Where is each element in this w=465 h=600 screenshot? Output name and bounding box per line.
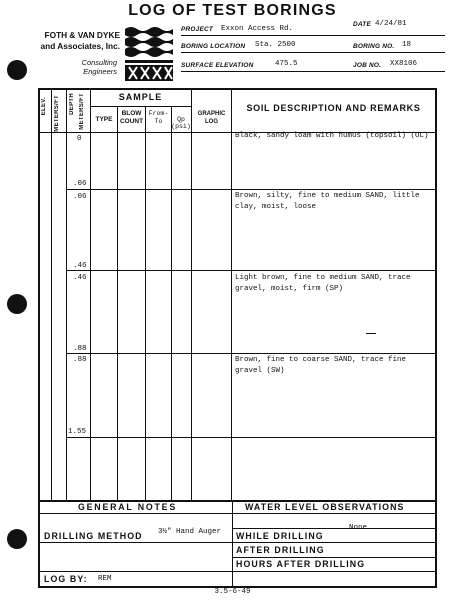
layer-3-top-depth: .46 [73, 274, 87, 282]
date-value: 4/24/81 [375, 20, 407, 28]
company-line-3: Consulting [81, 58, 117, 67]
binder-hole-top [7, 60, 27, 80]
layer-1-top-depth: 0 [77, 135, 82, 143]
depth-meters-ft-header: METERS/FT [79, 93, 85, 130]
sample-header: SAMPLE [118, 92, 163, 102]
boring-location-value: Sta. 2500 [255, 41, 296, 49]
surface-elevation-value: 475.5 [275, 60, 298, 68]
drilling-method-label: DRILLING METHOD [44, 531, 143, 541]
company-line-2: and Associates, Inc. [40, 41, 120, 51]
depth-header: DEPTH [69, 93, 75, 115]
water-level-header: WATER LEVEL OBSERVATIONS [245, 502, 405, 512]
boring-location-label: BORING LOCATION [181, 43, 246, 50]
meters-ft-header: METERS/FT [54, 95, 60, 132]
surface-elevation-label: SURFACE ELEVATION [181, 62, 254, 69]
layer-3-description: Light brown, fine to medium SAND, trace gravel, moist, firm (SP) [235, 274, 411, 293]
layer-2-description: Brown, silty, fine to medium SAND, little clay, moist, loose [235, 192, 420, 211]
stray-mark [366, 333, 376, 334]
company-name [30, 30, 120, 52]
general-notes-header: GENERAL NOTES [78, 502, 177, 512]
log-by-value: REM [98, 575, 112, 583]
binder-hole-bottom [7, 529, 27, 549]
layer-4-top-depth: .88 [73, 356, 87, 364]
binder-hole-middle [7, 294, 27, 314]
page-title: LOG OF TEST BORINGS [128, 2, 337, 19]
layer-1-description: Black, sandy loam with humus (topsoil) (OL) [235, 132, 429, 140]
project-label: PROJECT [181, 26, 214, 33]
from-to-header: From- To [148, 110, 169, 125]
graphic-log-header: GRAPHIC LOG [197, 111, 226, 125]
company-subtitle [30, 58, 117, 76]
boring-no-label: BORING NO. [353, 43, 395, 50]
blow-count-header: BLOW COUNT [119, 110, 144, 125]
job-no-label: JOB NO. [353, 62, 382, 69]
company-line-1: FOTH & VAN DYKE [44, 30, 120, 40]
layer-4-description: Brown, fine to coarse SAND, trace fine gravel (SW) [235, 356, 407, 375]
project-value: Exxon Access Rd. [221, 25, 294, 33]
date-label: DATE [353, 21, 372, 28]
hours-after-drilling-label: HOURS AFTER DRILLING [236, 559, 366, 569]
boring-no-value: 18 [402, 41, 412, 49]
type-header: TYPE [95, 116, 113, 123]
layer-2-bottom-depth: .46 [73, 262, 87, 270]
company-line-4: Engineers [83, 67, 117, 76]
after-drilling-label: AFTER DRILLING [236, 545, 325, 555]
soil-description-header: SOIL DESCRIPTION AND REMARKS [246, 103, 421, 113]
page-number: 3.5-6-49 [214, 588, 251, 596]
layer-2-top-depth: .06 [73, 193, 87, 201]
elev-header: ELEV. [41, 97, 47, 116]
while-drilling-label: WHILE DRILLING [236, 531, 324, 541]
qp-header: Qp (psi) [171, 116, 191, 130]
log-by-label: LOG BY: [44, 574, 88, 584]
layer-3-bottom-depth: .88 [73, 345, 87, 353]
job-no-value: XX8106 [390, 60, 418, 68]
layer-1-bottom-depth: .06 [73, 180, 87, 188]
drilling-method-value: 3½" Hand Auger [158, 528, 222, 536]
while-drilling-value: None [349, 524, 368, 532]
company-logo [125, 27, 173, 83]
layer-4-bottom-depth: 1.55 [68, 428, 87, 436]
